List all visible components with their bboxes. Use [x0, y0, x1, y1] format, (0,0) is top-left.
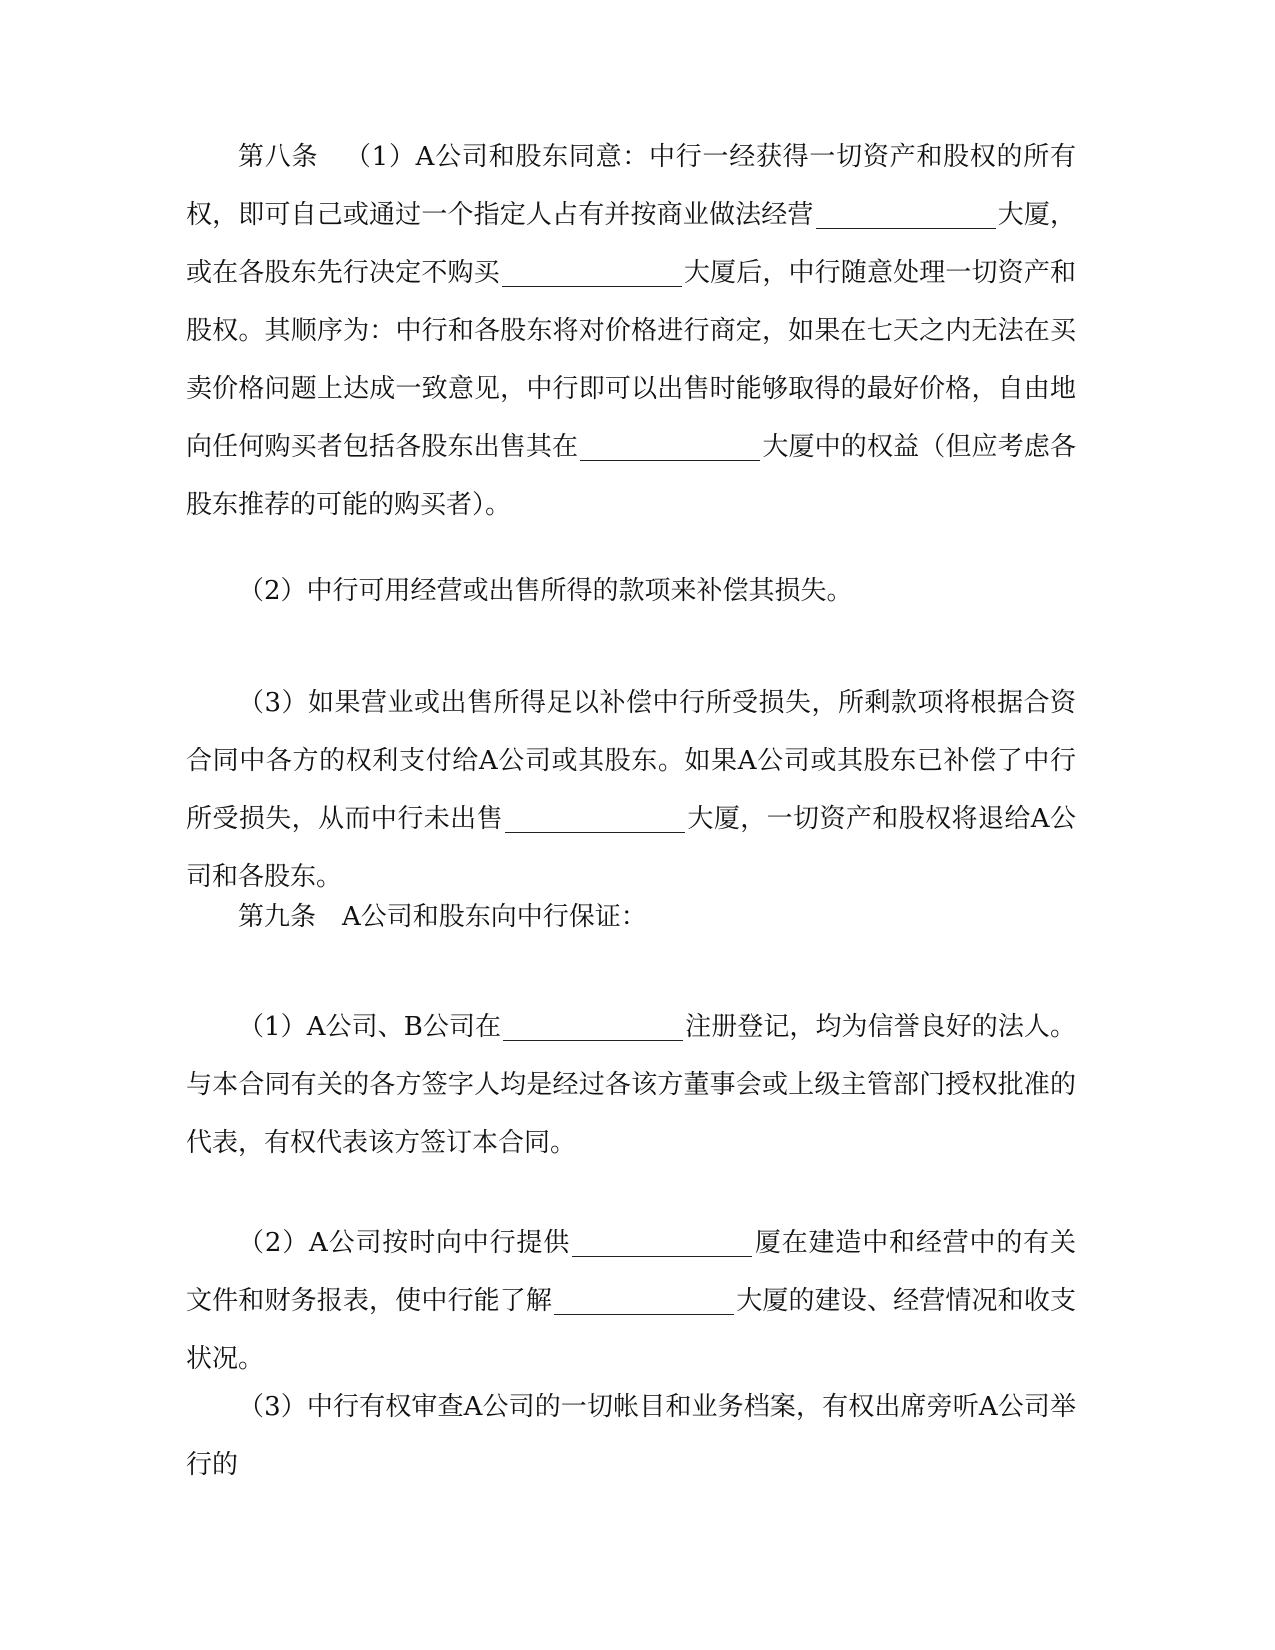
blank-line	[816, 198, 996, 229]
blank-line	[580, 430, 760, 461]
blank-line	[502, 256, 682, 287]
article-8-paragraph-2: （2）中行可用经营或出售所得的款项来补偿其损失。	[238, 576, 853, 606]
blank-line	[554, 1284, 734, 1315]
article-9-heading: 第九条	[238, 902, 317, 932]
article-9-paragraph-3: （3）中行有权审查A公司的一切帐目和业务档案，有权出席旁听A公司举行的	[186, 1392, 1076, 1480]
article-9-paragraph-1: （1）A公司、B公司在 注册登记，均为信誉良好的法人。与本合同有关的各方签字人均是经过各该方董事会或上级主管部门授权批准的代表，有权代表该方签订本合同。	[186, 1012, 1076, 1158]
article-8-paragraph-3: （3）如果营业或出售所得足以补偿中行所受损失，所剩款项将根据合资合同中各方的权利支付给A公司或其股东。如果A公司或其股东已补偿了中行所受损失，从而中行未出售 大厦，一切资产和股权将退给A公司和各股东。	[186, 688, 1076, 892]
article-9-heading-paragraph: 第九条 A公司和股东向中行保证：	[238, 902, 647, 932]
article-8-paragraph-1: 第八条 （1）A公司和股东同意：中行一经获得一切资产和股权的所有权，即可自己或通过一个指定人占有并按商业做法经营 大厦，或在各股东先行决定不购买 大厦后，中行随意处理一切资产和股权。其顺序为：中行和各股东将对价格进行商定，如果在七天之内无法在买卖价格问题上达成一致意见，中行即可以出售时能够取得的最好价格，自由地向任何购买者包括各股东出售其在 大厦中的权益（但应考虑各股东推荐的可能的购买者）。	[186, 142, 1076, 520]
blank-line	[503, 1010, 683, 1041]
blank-line	[572, 1226, 752, 1257]
article-8-heading: 第八条	[238, 142, 319, 172]
article-9-paragraph-2: （2）A公司按时向中行提供 厦在建造中和经营中的有关文件和财务报表，使中行能了解 大厦的建设、经营情况和收支状况。	[186, 1228, 1076, 1374]
blank-line	[505, 802, 685, 833]
